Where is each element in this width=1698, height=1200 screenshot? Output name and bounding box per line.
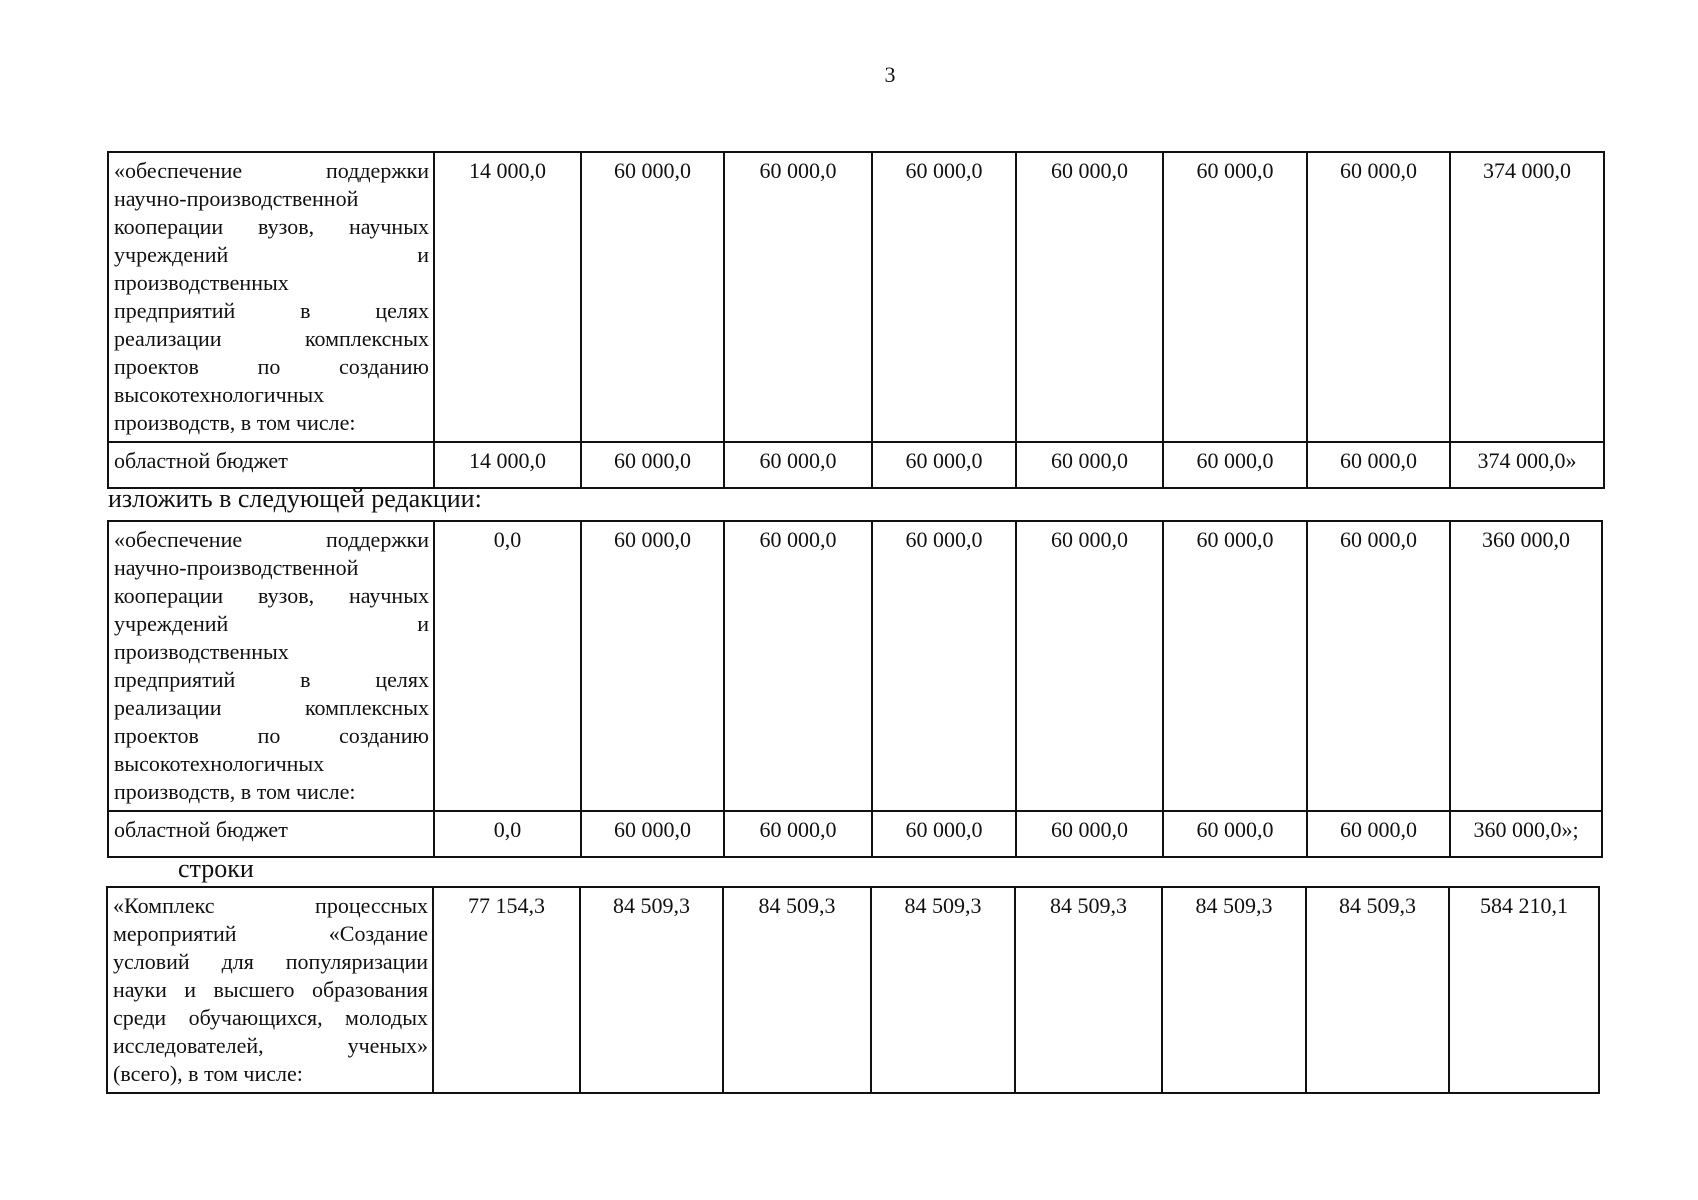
- desc-line: производственных: [114, 270, 289, 295]
- row-description: [108, 152, 434, 442]
- value-cell: 60 000,0: [1163, 152, 1307, 442]
- desc-line: мероприятий «Создание: [113, 921, 428, 946]
- desc-line: производственных: [114, 639, 289, 664]
- value-cell: 84 509,3: [871, 887, 1015, 1093]
- value-cell: 60 000,0: [1016, 521, 1163, 811]
- value-cell: 60 000,0: [1307, 811, 1450, 857]
- total-cell: 584 210,1: [1449, 887, 1599, 1093]
- row-description: [108, 521, 434, 811]
- desc-line: исследователей, ученых»: [113, 1033, 428, 1058]
- value-cell: 60 000,0: [1307, 521, 1450, 811]
- value-cell: 60 000,0: [1307, 152, 1450, 442]
- table-row-sub: [108, 811, 1602, 857]
- value-cell: 60 000,0: [1163, 521, 1307, 811]
- value-cell: 0,0: [434, 811, 581, 857]
- amendment-phrase: изложить в следующей редакции:: [108, 484, 482, 513]
- value-cell: 60 000,0: [724, 521, 872, 811]
- row-description: областной бюджет: [108, 811, 434, 857]
- value-cell: 60 000,0: [872, 521, 1016, 811]
- desc-line: учреждений и: [114, 242, 429, 267]
- total-cell: 374 000,0: [1450, 152, 1604, 442]
- desc-line: проектов по созданию: [114, 723, 429, 748]
- value-cell: 60 000,0: [1163, 442, 1307, 488]
- desc-line: производств, в том числе:: [114, 779, 356, 804]
- budget-table-next: [106, 886, 1600, 1094]
- desc-line: среди обучающихся, молодых: [113, 1005, 428, 1030]
- rows-phrase: строки: [178, 854, 254, 883]
- value-cell: 84 509,3: [1306, 887, 1449, 1093]
- value-cell: 60 000,0: [1016, 442, 1163, 488]
- desc-line: высокотехнологичных: [114, 751, 325, 776]
- budget-table-new: [107, 520, 1603, 858]
- row-description: областной бюджет: [108, 442, 434, 488]
- total-cell: 360 000,0: [1450, 521, 1602, 811]
- value-cell: 60 000,0: [724, 442, 872, 488]
- desc-line: науки и высшего образования: [113, 977, 428, 1002]
- value-cell: 60 000,0: [872, 442, 1016, 488]
- desc-line: производств, в том числе:: [114, 410, 356, 435]
- desc-line: предприятий в целях: [114, 667, 429, 692]
- desc-line: «обеспечение поддержки: [114, 158, 429, 183]
- value-cell: 60 000,0: [724, 811, 872, 857]
- value-cell: 60 000,0: [1163, 811, 1307, 857]
- desc-line: научно-производственной: [114, 555, 359, 580]
- value-cell: 60 000,0: [872, 152, 1016, 442]
- desc-line: «обеспечение поддержки: [114, 527, 429, 552]
- value-cell: 60 000,0: [581, 152, 724, 442]
- desc-line: кооперации вузов, научных: [114, 214, 429, 239]
- desc-line: «Комплекс процессных: [113, 893, 428, 918]
- desc-line: реализации комплексных: [114, 695, 429, 720]
- desc-line: предприятий в целях: [114, 298, 429, 323]
- value-cell: 77 154,3: [433, 887, 580, 1093]
- desc-line: проектов по созданию: [114, 354, 429, 379]
- value-cell: 60 000,0: [1016, 811, 1163, 857]
- desc-line: кооперации вузов, научных: [114, 583, 429, 608]
- value-cell: 60 000,0: [581, 521, 724, 811]
- value-cell: 14 000,0: [434, 152, 581, 442]
- desc-line: (всего), в том числе:: [113, 1061, 303, 1086]
- desc-line: научно-производственной: [114, 186, 359, 211]
- value-cell: 60 000,0: [872, 811, 1016, 857]
- value-cell: 84 509,3: [1015, 887, 1162, 1093]
- page-number: 3: [884, 62, 896, 87]
- value-cell: 60 000,0: [724, 152, 872, 442]
- value-cell: 14 000,0: [434, 442, 581, 488]
- table-row-sub: [108, 442, 1604, 488]
- row-description: [107, 887, 433, 1093]
- table-row-main: [107, 887, 1599, 1093]
- value-cell: 60 000,0: [581, 442, 724, 488]
- total-cell: 360 000,0»;: [1450, 811, 1602, 857]
- value-cell: 0,0: [434, 521, 581, 811]
- value-cell: 60 000,0: [1307, 442, 1450, 488]
- value-cell: 60 000,0: [581, 811, 724, 857]
- value-cell: 84 509,3: [580, 887, 723, 1093]
- desc-line: реализации комплексных: [114, 326, 429, 351]
- table-row-main: [108, 152, 1604, 442]
- budget-table-old: [107, 151, 1605, 489]
- desc-line: высокотехнологичных: [114, 382, 325, 407]
- value-cell: 84 509,3: [1162, 887, 1306, 1093]
- value-cell: 84 509,3: [723, 887, 871, 1093]
- total-cell: 374 000,0»: [1450, 442, 1604, 488]
- desc-line: условий для популяризации: [113, 949, 428, 974]
- table-row-main: [108, 521, 1602, 811]
- desc-line: учреждений и: [114, 611, 429, 636]
- value-cell: 60 000,0: [1016, 152, 1163, 442]
